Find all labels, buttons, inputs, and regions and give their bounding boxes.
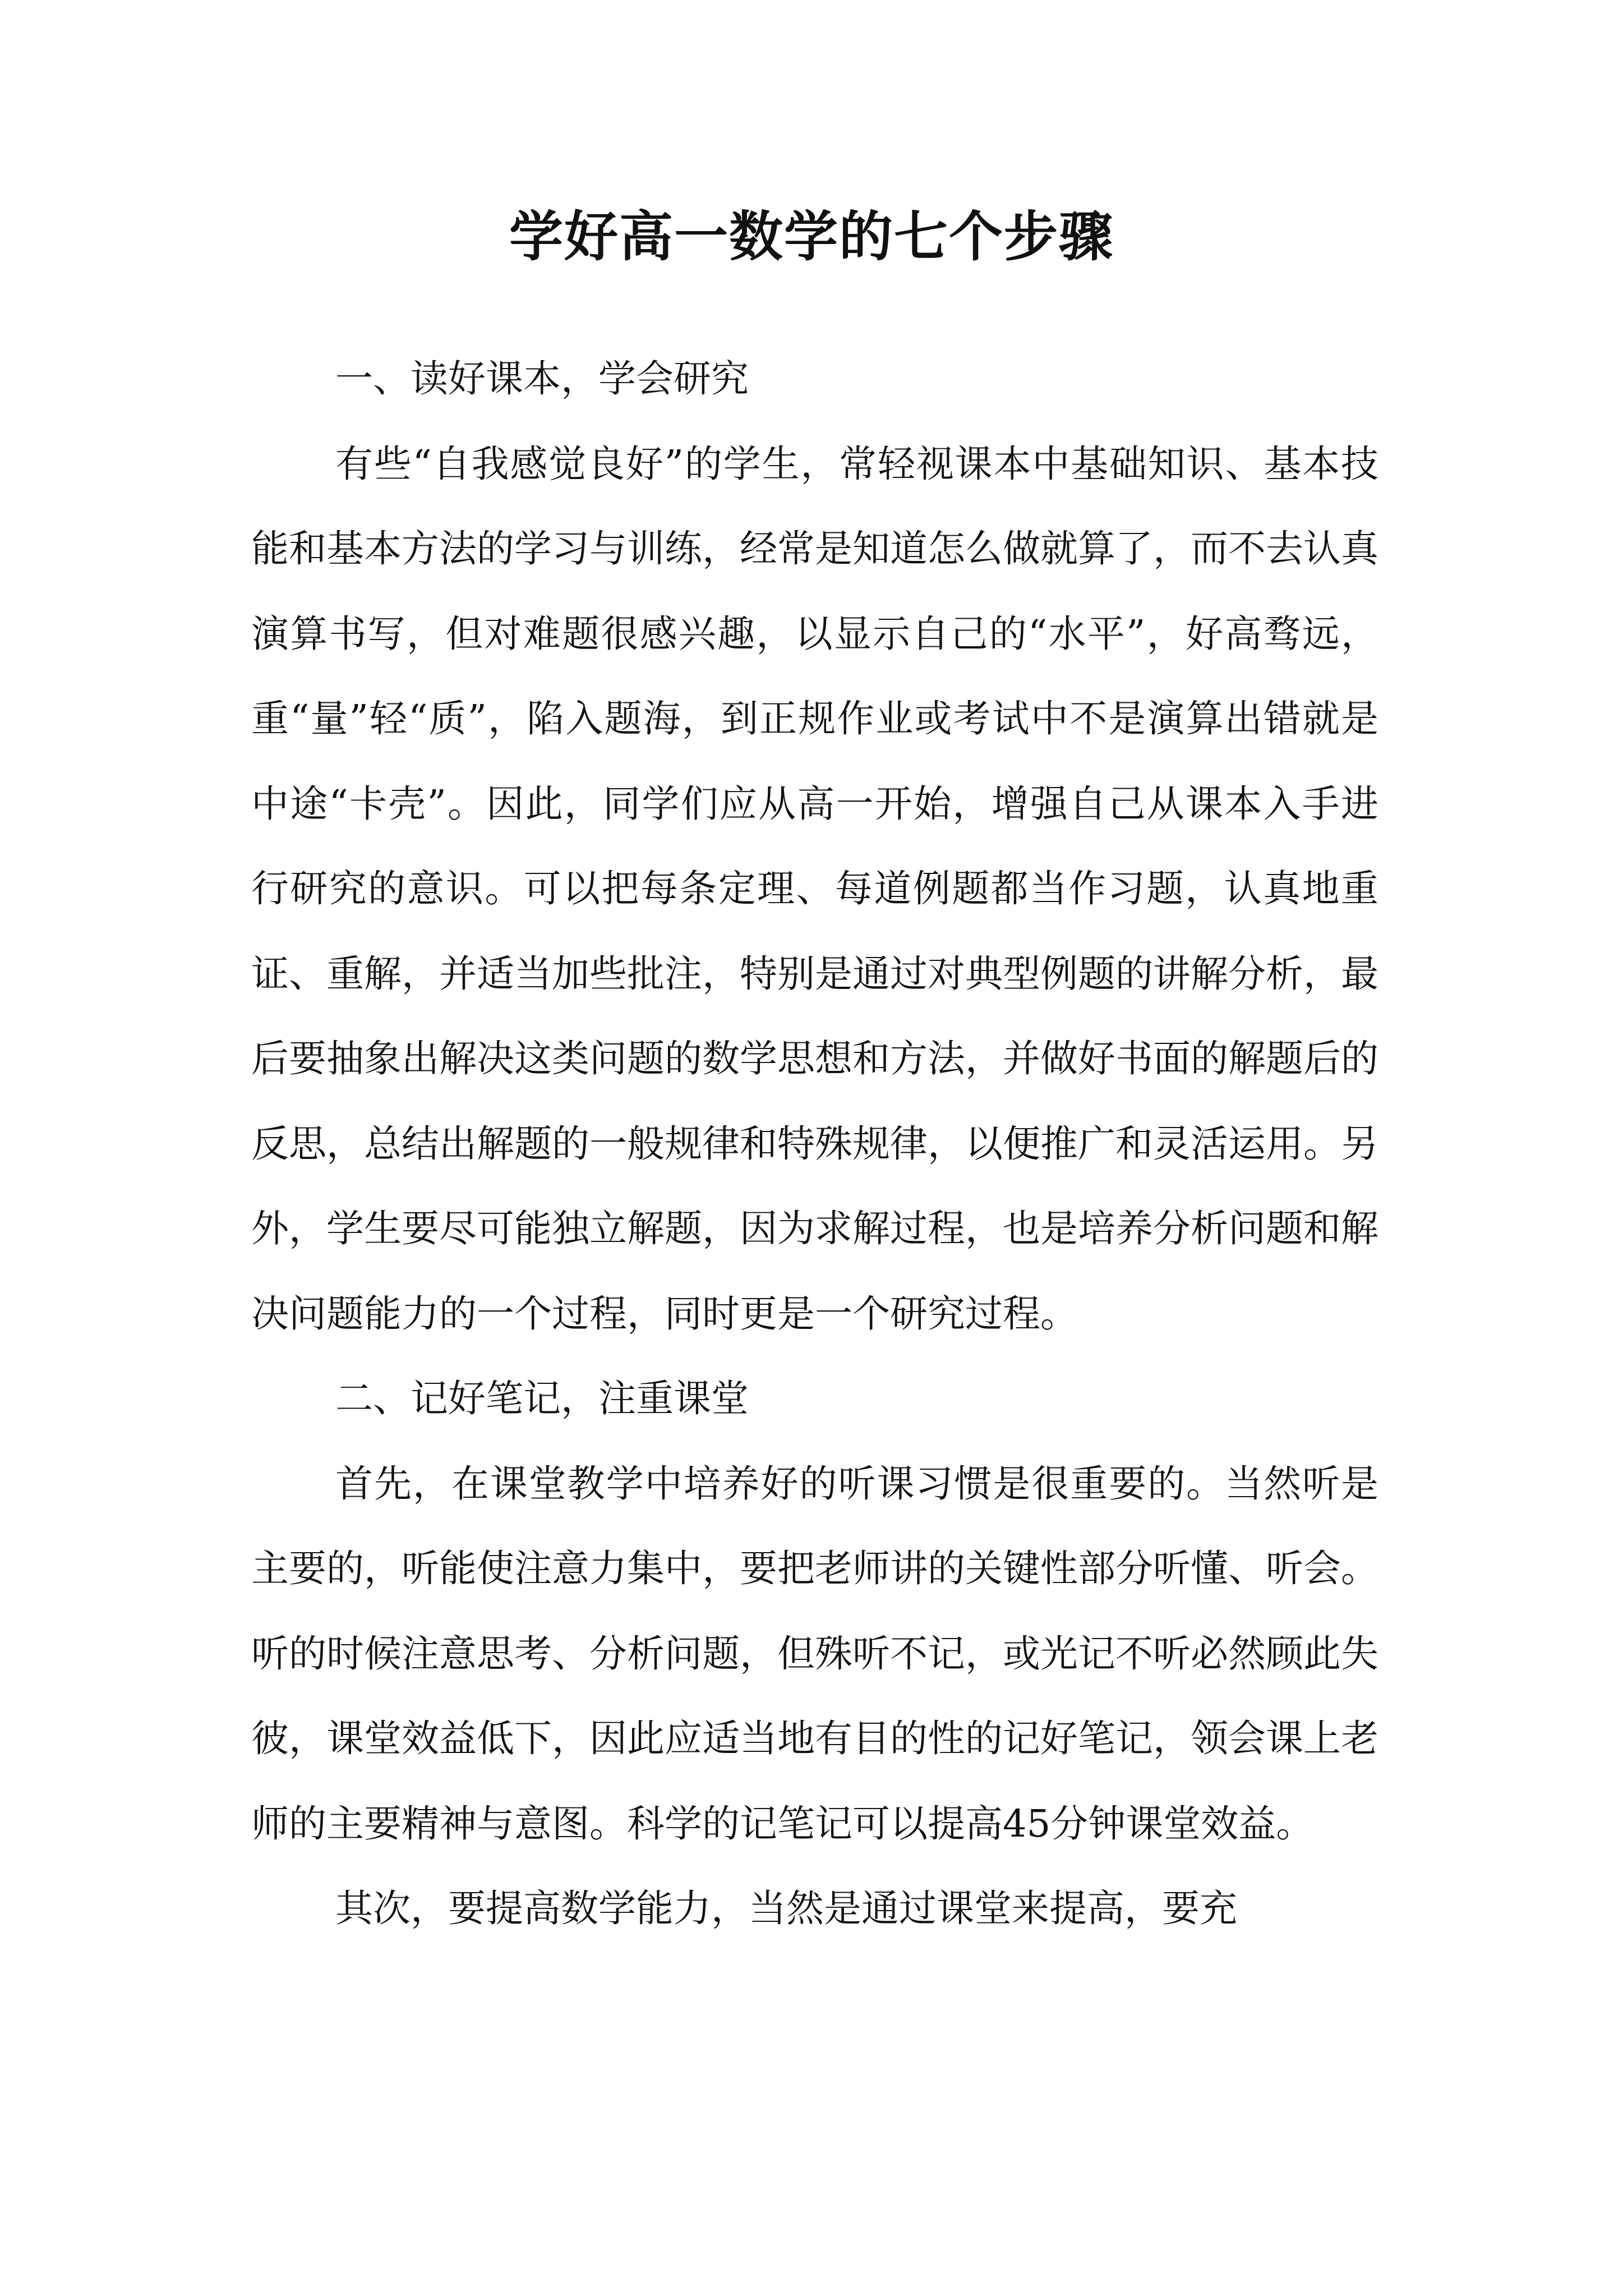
section-heading-2: 二、记好笔记，注重课堂 <box>335 1377 749 1420</box>
document-body <box>251 337 1378 1952</box>
section-2-paragraph-1: 首先，在课堂教学中培养好的听课习惯是很重要的。当然听是主要的，听能使注意力集中，要把老师讲的关键性部分听懂、听会。听的时候注意思考、分析问题，但殊听不记，或光记不听必然顾此失彼，课堂效益低下，因此应适当地有目的性的记好笔记，领会课上老师的主要精神与意图。科学的记笔记可以提高45分钟课堂效益。 <box>251 1461 1378 1846</box>
section-heading-1: 一、读好课本，学会研究 <box>335 357 749 401</box>
section-2-paragraph-2: 其次，要提高数学能力，当然是通过课堂来提高，要充 <box>335 1887 1237 1930</box>
document-title: 学好高一数学的七个步骤 <box>509 205 1114 268</box>
section-1-paragraph-1: 有些“自我感觉良好”的学生，常轻视课本中基础知识、基本技能和基本方法的学习与训练，经常是知道怎么做就算了，而不去认真演算书写，但对难题很感兴趣，以显示自己的“水平”，好高骛远，重“量”轻“质”，陷入题海，到正规作业或考试中不是演算出错就是中途“卡壳”。因此，同学们应从高一开始，增强自己从课本入手进行研究的意识。可以把每条定理、每道例题都当作习题，认真地重证、重解，并适当加些批注，特别是通过对典型例题的讲解分析，最后要抽象出解决这类问题的数学思想和方法，并做好书面的解题后的反思，总结出解题的一般规律和特殊规律，以便推广和灵活运用。另外，学生要尽可能独立解题，因为求解过程，也是培养分析问题和解决问题能力的一个过程，同时更是一个研究过程。 <box>251 441 1378 1336</box>
